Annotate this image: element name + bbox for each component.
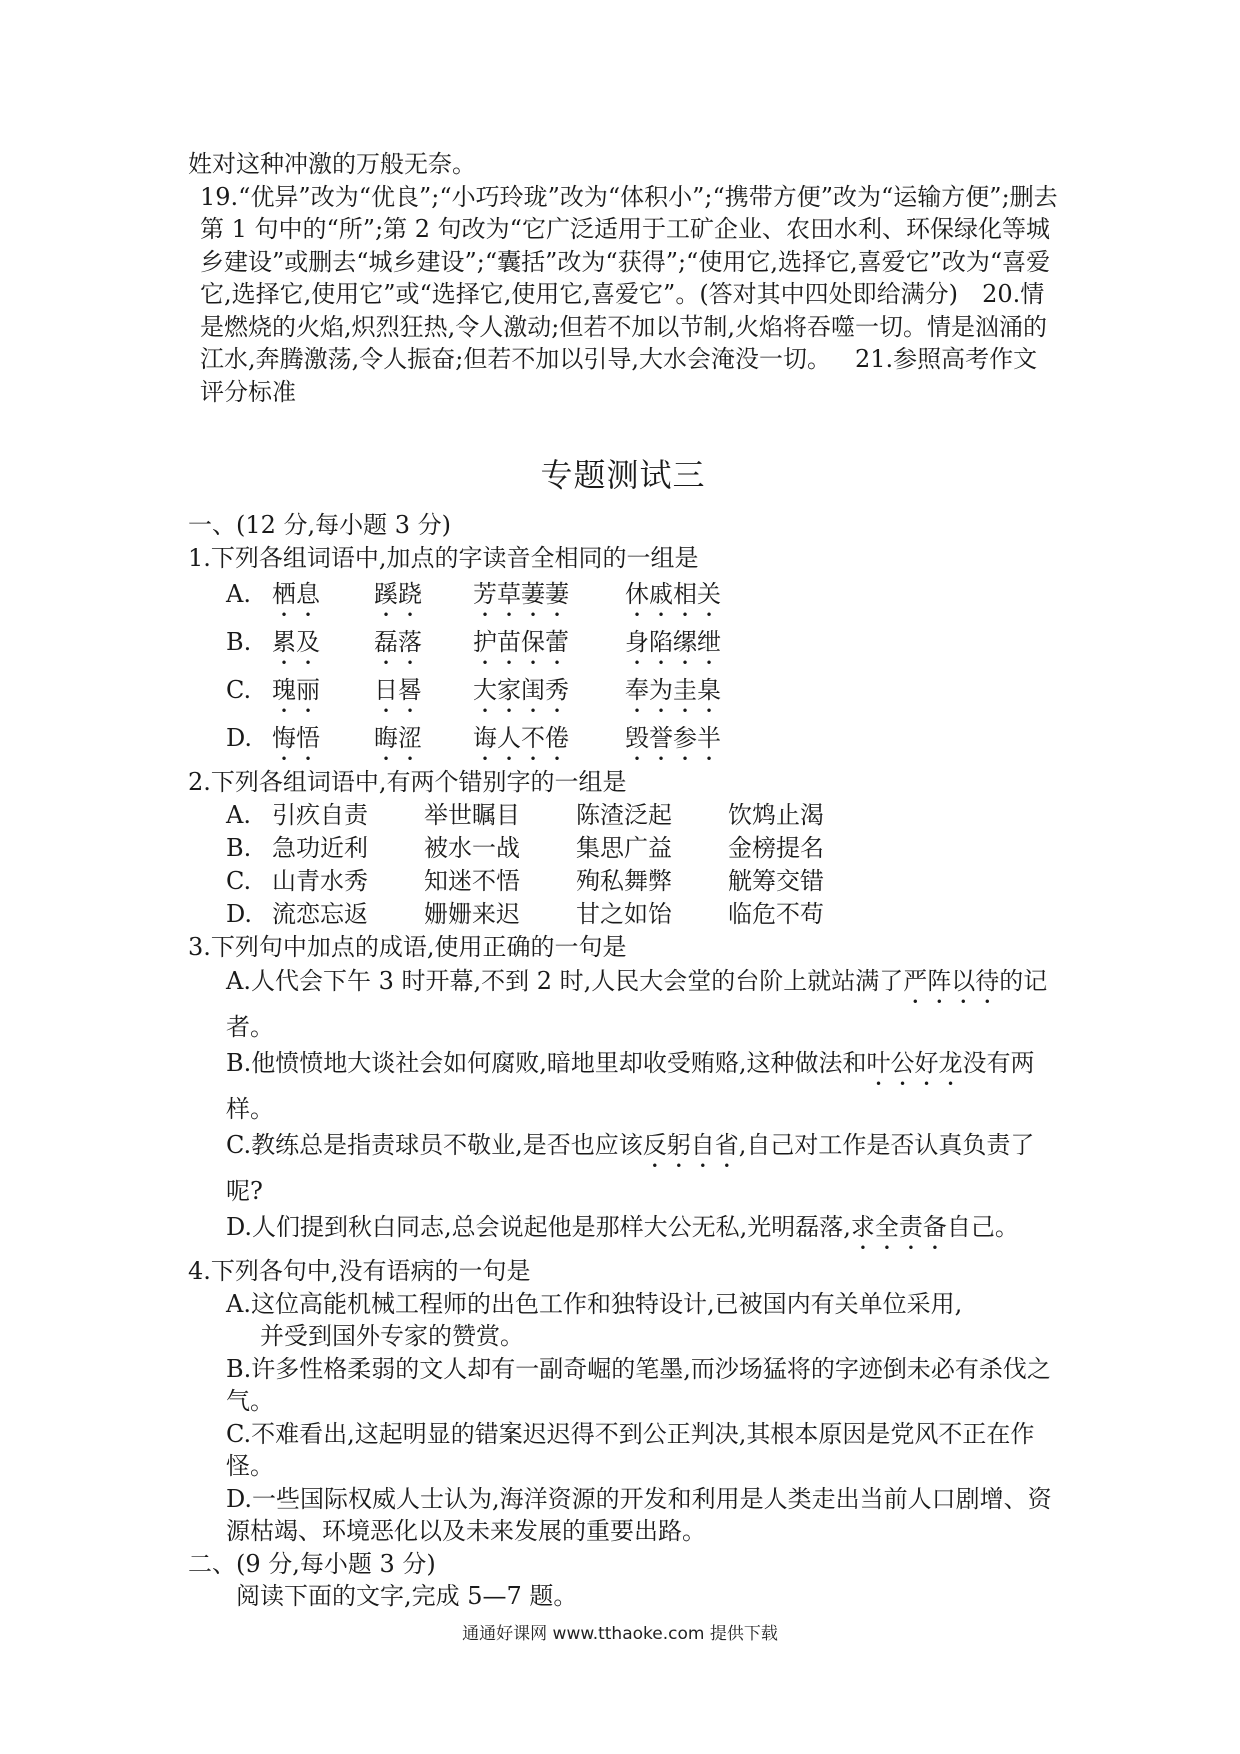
question-2-option-c: C. 山青水秀 知迷不悟 殉私舞弊 觥筹交错 (226, 866, 824, 895)
answer-19: 19.“优异”改为“优良”;“小巧玲珑”改为“体积小”;“携带方便”改为“运输方便”;删去第 1 句中的“所”;第 2 句改为“它广泛适用于工矿企业、农田水利、环保绿化等城乡建设”或删去“城乡建设”;“囊括”改为“获得”;“使用它,选择它,喜爱它”改为“喜爱它,选择它,使用它”或“选择它,使用它,喜爱它”。(答对其中四处即给满分) (200, 182, 1058, 308)
question-4-option-b: B.许多性格柔弱的文人却有一副奇崛的笔墨,而沙场猛将的字迹倒未必有杀伐之气。 (226, 1354, 1051, 1415)
question-2 (188, 766, 1058, 931)
question-2-option-b: B. 急功近利 被水一战 集思广益 金榜提名 (226, 833, 824, 862)
question-4 (188, 1255, 1058, 1548)
section-2-heading: 二、(9 分,每小题 3 分) (188, 1549, 436, 1578)
answer-20: 20.情是燃烧的火焰,炽烈狂热,令人激动;但若不加以节制,火焰将吞噬一切。情是汹涌的江水,奔腾激荡,令人振奋;但若不加以引导,大水会淹没一切。 (200, 280, 1047, 373)
question-1-stem: 1.下列各组词语中,加点的字读音全相同的一组是 (188, 543, 699, 572)
section-2-instruction: 阅读下面的文字,完成 5—7 题。 (236, 1582, 578, 1610)
question-2-stem: 2.下列各组词语中,有两个错别字的一组是 (188, 768, 627, 796)
question-1 (188, 542, 1058, 767)
question-2-option-d: D. 流恋忘返 姗姗来迟 甘之如饴 临危不苟 (226, 899, 824, 928)
question-3 (188, 931, 1058, 1256)
section-1-heading: 一、(12 分,每小题 3 分) (188, 511, 452, 539)
question-4-stem: 4.下列各句中,没有语病的一句是 (188, 1257, 531, 1285)
question-1-option-a: A. 栖息 蹊跷 芳草萋萋 休戚相关 (226, 580, 721, 608)
page-title: 专题测试三 (540, 456, 706, 494)
answer-paragraph (188, 181, 1058, 409)
question-1-option-c: C. 瑰丽 日晷 大家闺秀 奉为圭臬 (226, 676, 721, 704)
page-footer: 通通好课网 www.tthaoke.com 提供下载 (462, 1624, 778, 1644)
question-3-stem: 3.下列句中加点的成语,使用正确的一句是 (188, 932, 627, 961)
question-4-option-a-cont: 并受到国外专家的赞赏。 (260, 1322, 524, 1350)
answer-21: 21.参照高考作文评分标准 (200, 345, 1038, 406)
question-3-option-d: D.人们提到秋白同志,总会说起他是那样大公无私,光明磊落,求全责备自己。 (226, 1213, 1019, 1241)
question-3-option-c: C.教练总是指责球员不敬业,是否也应该反躬自省,自己对工作是否认真负责了呢? (226, 1131, 1035, 1205)
question-3-option-a: A.人代会下午 3 时开幕,不到 2 时,人民大会堂的台阶上就站满了严阵以待的记者。 (226, 967, 1048, 1041)
question-4-option-c: C.不难看出,这起明显的错案迟迟得不到公正判决,其根本原因是党风不正在作怪。 (226, 1419, 1035, 1480)
question-2-option-a: A. 引疚自责 举世瞩目 陈渣泛起 饮鸩止渴 (226, 800, 824, 829)
answer-line-continuation: 姓对这种冲激的万般无奈。 (188, 150, 476, 178)
question-1-option-b: B. 累及 磊落 护苗保蕾 身陷缧绁 (226, 628, 721, 656)
question-4-option-d: D.一些国际权威人士认为,海洋资源的开发和利用是人类走出当前人口剧增、资源枯竭、环境恶化以及未来发展的重要出路。 (226, 1484, 1052, 1545)
document-page (188, 148, 1058, 1613)
question-3-option-b: B.他愤愤地大谈社会如何腐败,暗地里却收受贿赂,这种做法和叶公好龙没有两样。 (226, 1049, 1035, 1123)
question-1-option-d: D. 悔悟 晦涩 诲人不倦 毁誉参半 (226, 724, 721, 752)
question-4-option-a: A.这位高能机械工程师的出色工作和独特设计,已被国内有关单位采用, (226, 1289, 963, 1318)
